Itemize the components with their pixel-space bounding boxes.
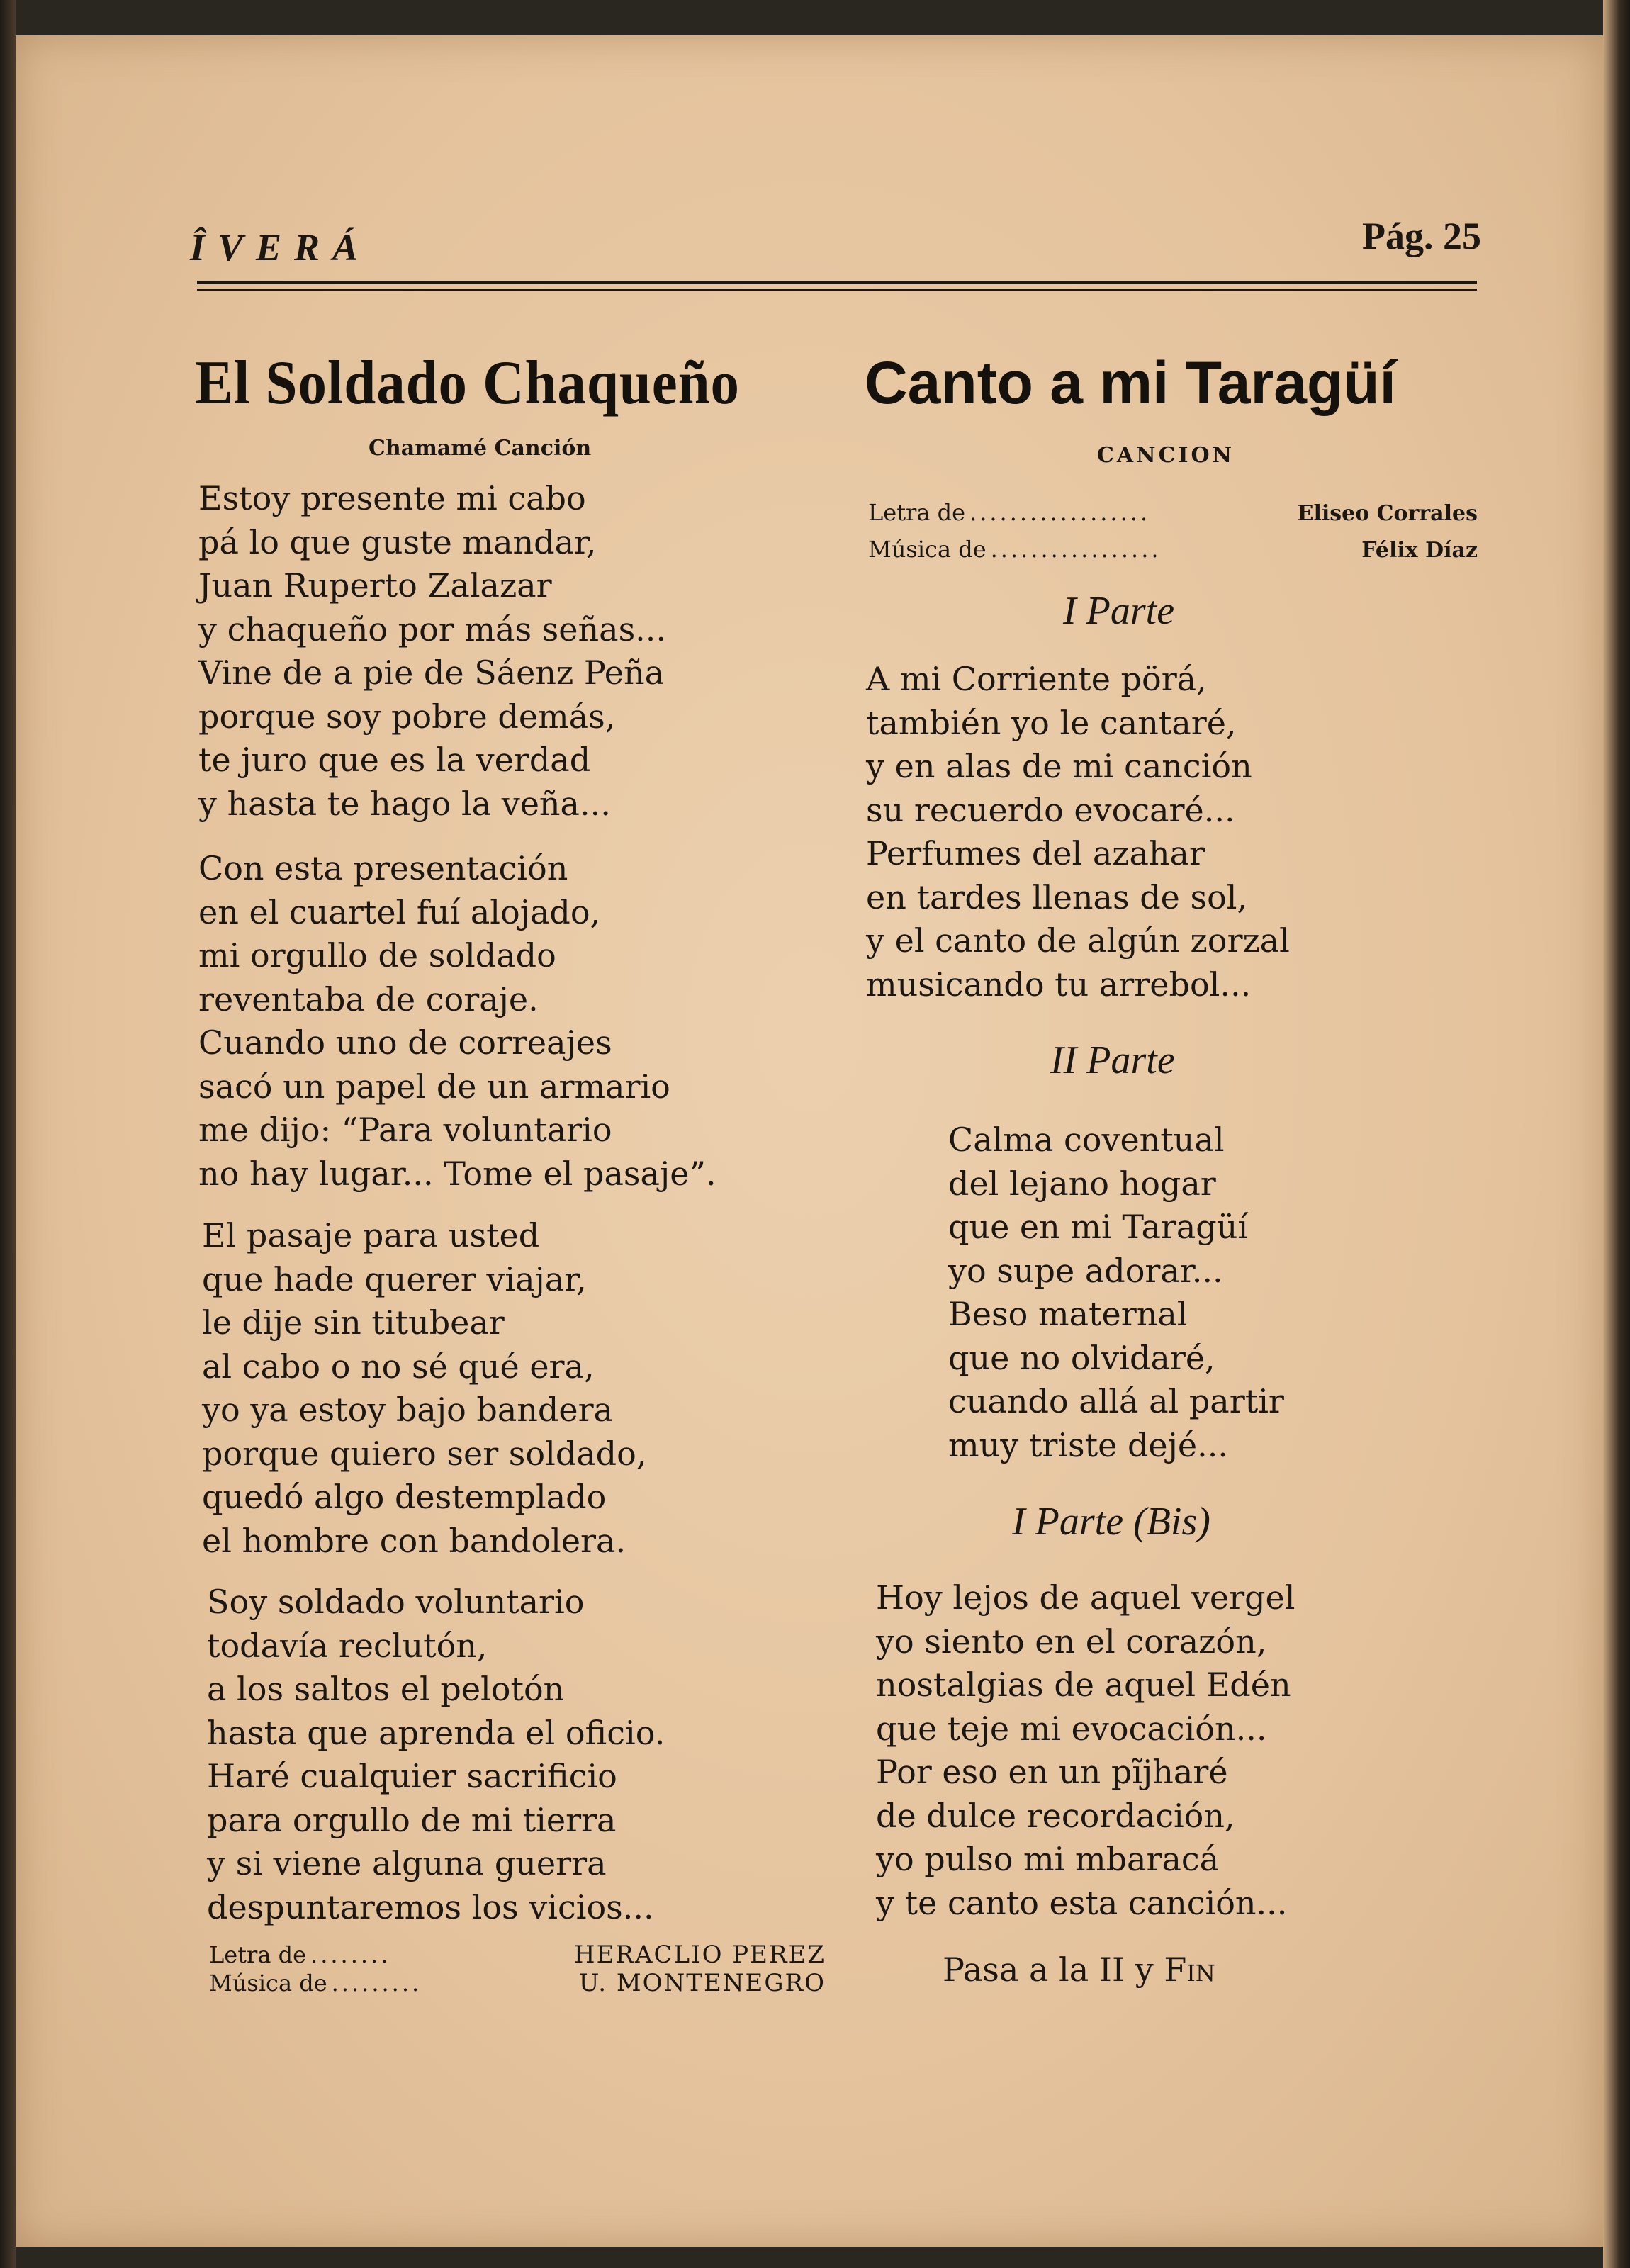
verse-line: musicando tu arrebol... xyxy=(866,965,1252,1004)
verse-line: todavía reclutón, xyxy=(207,1626,488,1665)
song2-title: Canto a mi Taragüí xyxy=(865,349,1396,416)
verse-line: Juan Ruperto Zalazar xyxy=(198,566,552,605)
verse-line: en tardes llenas de sol, xyxy=(866,877,1248,916)
verse-line: Haré cualquier sacrificio xyxy=(207,1757,617,1795)
credit-label: Música de xyxy=(209,1970,327,1997)
verse-line: a los saltos el pelotón xyxy=(207,1670,565,1708)
verse-line: de dulce recordación, xyxy=(876,1796,1235,1835)
verse-line: reventaba de coraje. xyxy=(198,979,539,1018)
verse-line: el hombre con bandolera. xyxy=(202,1521,626,1560)
verse-line: Soy soldado voluntario xyxy=(207,1583,585,1621)
song1-stanza-4 xyxy=(207,1581,665,1929)
page-number: Pág. 25 xyxy=(1362,215,1481,257)
verse-line: hasta que aprenda el oficio. xyxy=(207,1713,665,1752)
song1-subtitle: Chamamé Canción xyxy=(369,436,592,461)
song1-stanza-3 xyxy=(202,1214,646,1563)
verse-line: Perfumes del azahar xyxy=(866,834,1205,872)
verse-line: que en mi Taragüí xyxy=(948,1208,1249,1246)
verse-line: A mi Corriente pörá, xyxy=(866,660,1207,698)
verse-line: Por eso en un pĩjharé xyxy=(876,1753,1228,1791)
verse-line: yo supe adorar... xyxy=(948,1251,1223,1290)
part-heading: II Parte xyxy=(1050,1038,1175,1082)
verse-line: yo pulso mi mbaracá xyxy=(876,1840,1220,1878)
verse-line: Calma coventual xyxy=(948,1121,1225,1159)
header-rule-thin xyxy=(197,289,1477,291)
verse-line: porque soy pobre demás, xyxy=(198,697,616,736)
verse-line: y te canto esta canción... xyxy=(876,1883,1288,1922)
part-heading: I Parte (Bis) xyxy=(1012,1500,1210,1544)
song2-part-3 xyxy=(876,1576,1295,1925)
verse-line: su recuerdo evocaré... xyxy=(866,790,1235,829)
verse-line: me dijo: “Para voluntario xyxy=(198,1111,612,1149)
verse-line: que no olvidaré, xyxy=(948,1338,1215,1377)
continued-text: Pasa a la II y xyxy=(943,1950,1154,1989)
part-heading: I Parte xyxy=(1063,589,1175,633)
credit-leader: ......... xyxy=(331,1970,422,1997)
verse-line: también yo le cantaré, xyxy=(866,703,1237,742)
song2-part-2 xyxy=(948,1118,1284,1467)
music-credit xyxy=(209,1969,826,1997)
credit-name: U. MONTENEGRO xyxy=(578,1969,826,1997)
verse-line: al cabo o no sé qué era, xyxy=(202,1347,595,1386)
credit-leader: .................. xyxy=(969,499,1151,526)
verse-line: Hoy lejos de aquel vergel xyxy=(876,1578,1295,1617)
verse-line: yo ya estoy bajo bandera xyxy=(202,1391,613,1429)
verse-line: cuando allá al partir xyxy=(948,1382,1284,1420)
verse-line: nostalgias de aquel Edén xyxy=(876,1666,1291,1704)
verse-line: mi orgullo de soldado xyxy=(198,936,556,975)
magazine-name: ÎVERÁ xyxy=(190,226,371,269)
lyrics-credit xyxy=(209,1941,826,1969)
verse-line: Beso maternal xyxy=(948,1295,1188,1333)
page-edge xyxy=(1603,0,1630,2268)
verse-line: y chaqueño por más señas... xyxy=(198,610,667,649)
verse-line: quedó algo destemplado xyxy=(202,1478,607,1516)
verse-line: y si viene alguna guerra xyxy=(207,1844,607,1882)
verse-line: Estoy presente mi cabo xyxy=(198,479,586,517)
verse-line: del lejano hogar xyxy=(948,1164,1216,1203)
credit-name: Eliseo Corrales xyxy=(1297,501,1478,526)
credit-name: Félix Díaz xyxy=(1361,538,1478,563)
credit-label: Música de xyxy=(868,536,987,563)
fin-label: Fin xyxy=(1164,1950,1215,1989)
song1-stanza-1 xyxy=(198,477,666,826)
verse-line: y el canto de algún zorzal xyxy=(866,921,1290,960)
verse-line: y en alas de mi canción xyxy=(866,747,1252,785)
verse-line: para orgullo de mi tierra xyxy=(207,1800,617,1839)
lyrics-credit xyxy=(868,499,1478,536)
verse-line: despuntaremos los vicios... xyxy=(207,1887,654,1926)
verse-line: muy triste dejé... xyxy=(948,1425,1228,1464)
verse-line: y hasta te hago la veña... xyxy=(198,784,611,823)
music-credit xyxy=(868,536,1478,573)
credit-name: HERACLIO PEREZ xyxy=(573,1941,826,1969)
credit-label: Letra de xyxy=(868,499,966,526)
verse-line: pá lo que guste mandar, xyxy=(198,522,597,561)
credit-leader: ........ xyxy=(310,1941,391,1968)
verse-line: en el cuartel fuí alojado, xyxy=(198,892,601,931)
verse-line: El pasaje para usted xyxy=(202,1216,540,1254)
continued-note xyxy=(943,1950,1215,1989)
song2-part-1 xyxy=(866,658,1290,1006)
verse-line: Vine de a pie de Sáenz Peña xyxy=(198,653,665,692)
verse-line: le dije sin titubear xyxy=(202,1303,505,1342)
credit-label: Letra de xyxy=(209,1941,307,1968)
song2-credits xyxy=(868,499,1478,573)
credit-leader: ................. xyxy=(990,536,1162,563)
verse-line: que teje mi evocación... xyxy=(876,1709,1267,1748)
verse-line: Cuando uno de correajes xyxy=(198,1023,612,1062)
verse-line: te juro que es la verdad xyxy=(198,741,591,779)
verse-line: no hay lugar... Tome el pasaje”. xyxy=(198,1154,716,1193)
song1-credits xyxy=(209,1941,826,1997)
verse-line: Con esta presentación xyxy=(198,849,568,887)
song1-title: El Soldado Chaqueño xyxy=(195,349,740,417)
book-spine xyxy=(0,0,16,2268)
verse-line: porque quiero ser soldado, xyxy=(202,1434,647,1473)
verse-line: que hade querer viajar, xyxy=(202,1259,587,1298)
song2-subtitle: CANCION xyxy=(1097,443,1235,468)
song1-stanza-2 xyxy=(198,847,716,1196)
verse-line: sacó un papel de un armario xyxy=(198,1067,670,1106)
header-rule-thick xyxy=(197,281,1477,284)
verse-line: yo siento en el corazón, xyxy=(876,1622,1267,1661)
